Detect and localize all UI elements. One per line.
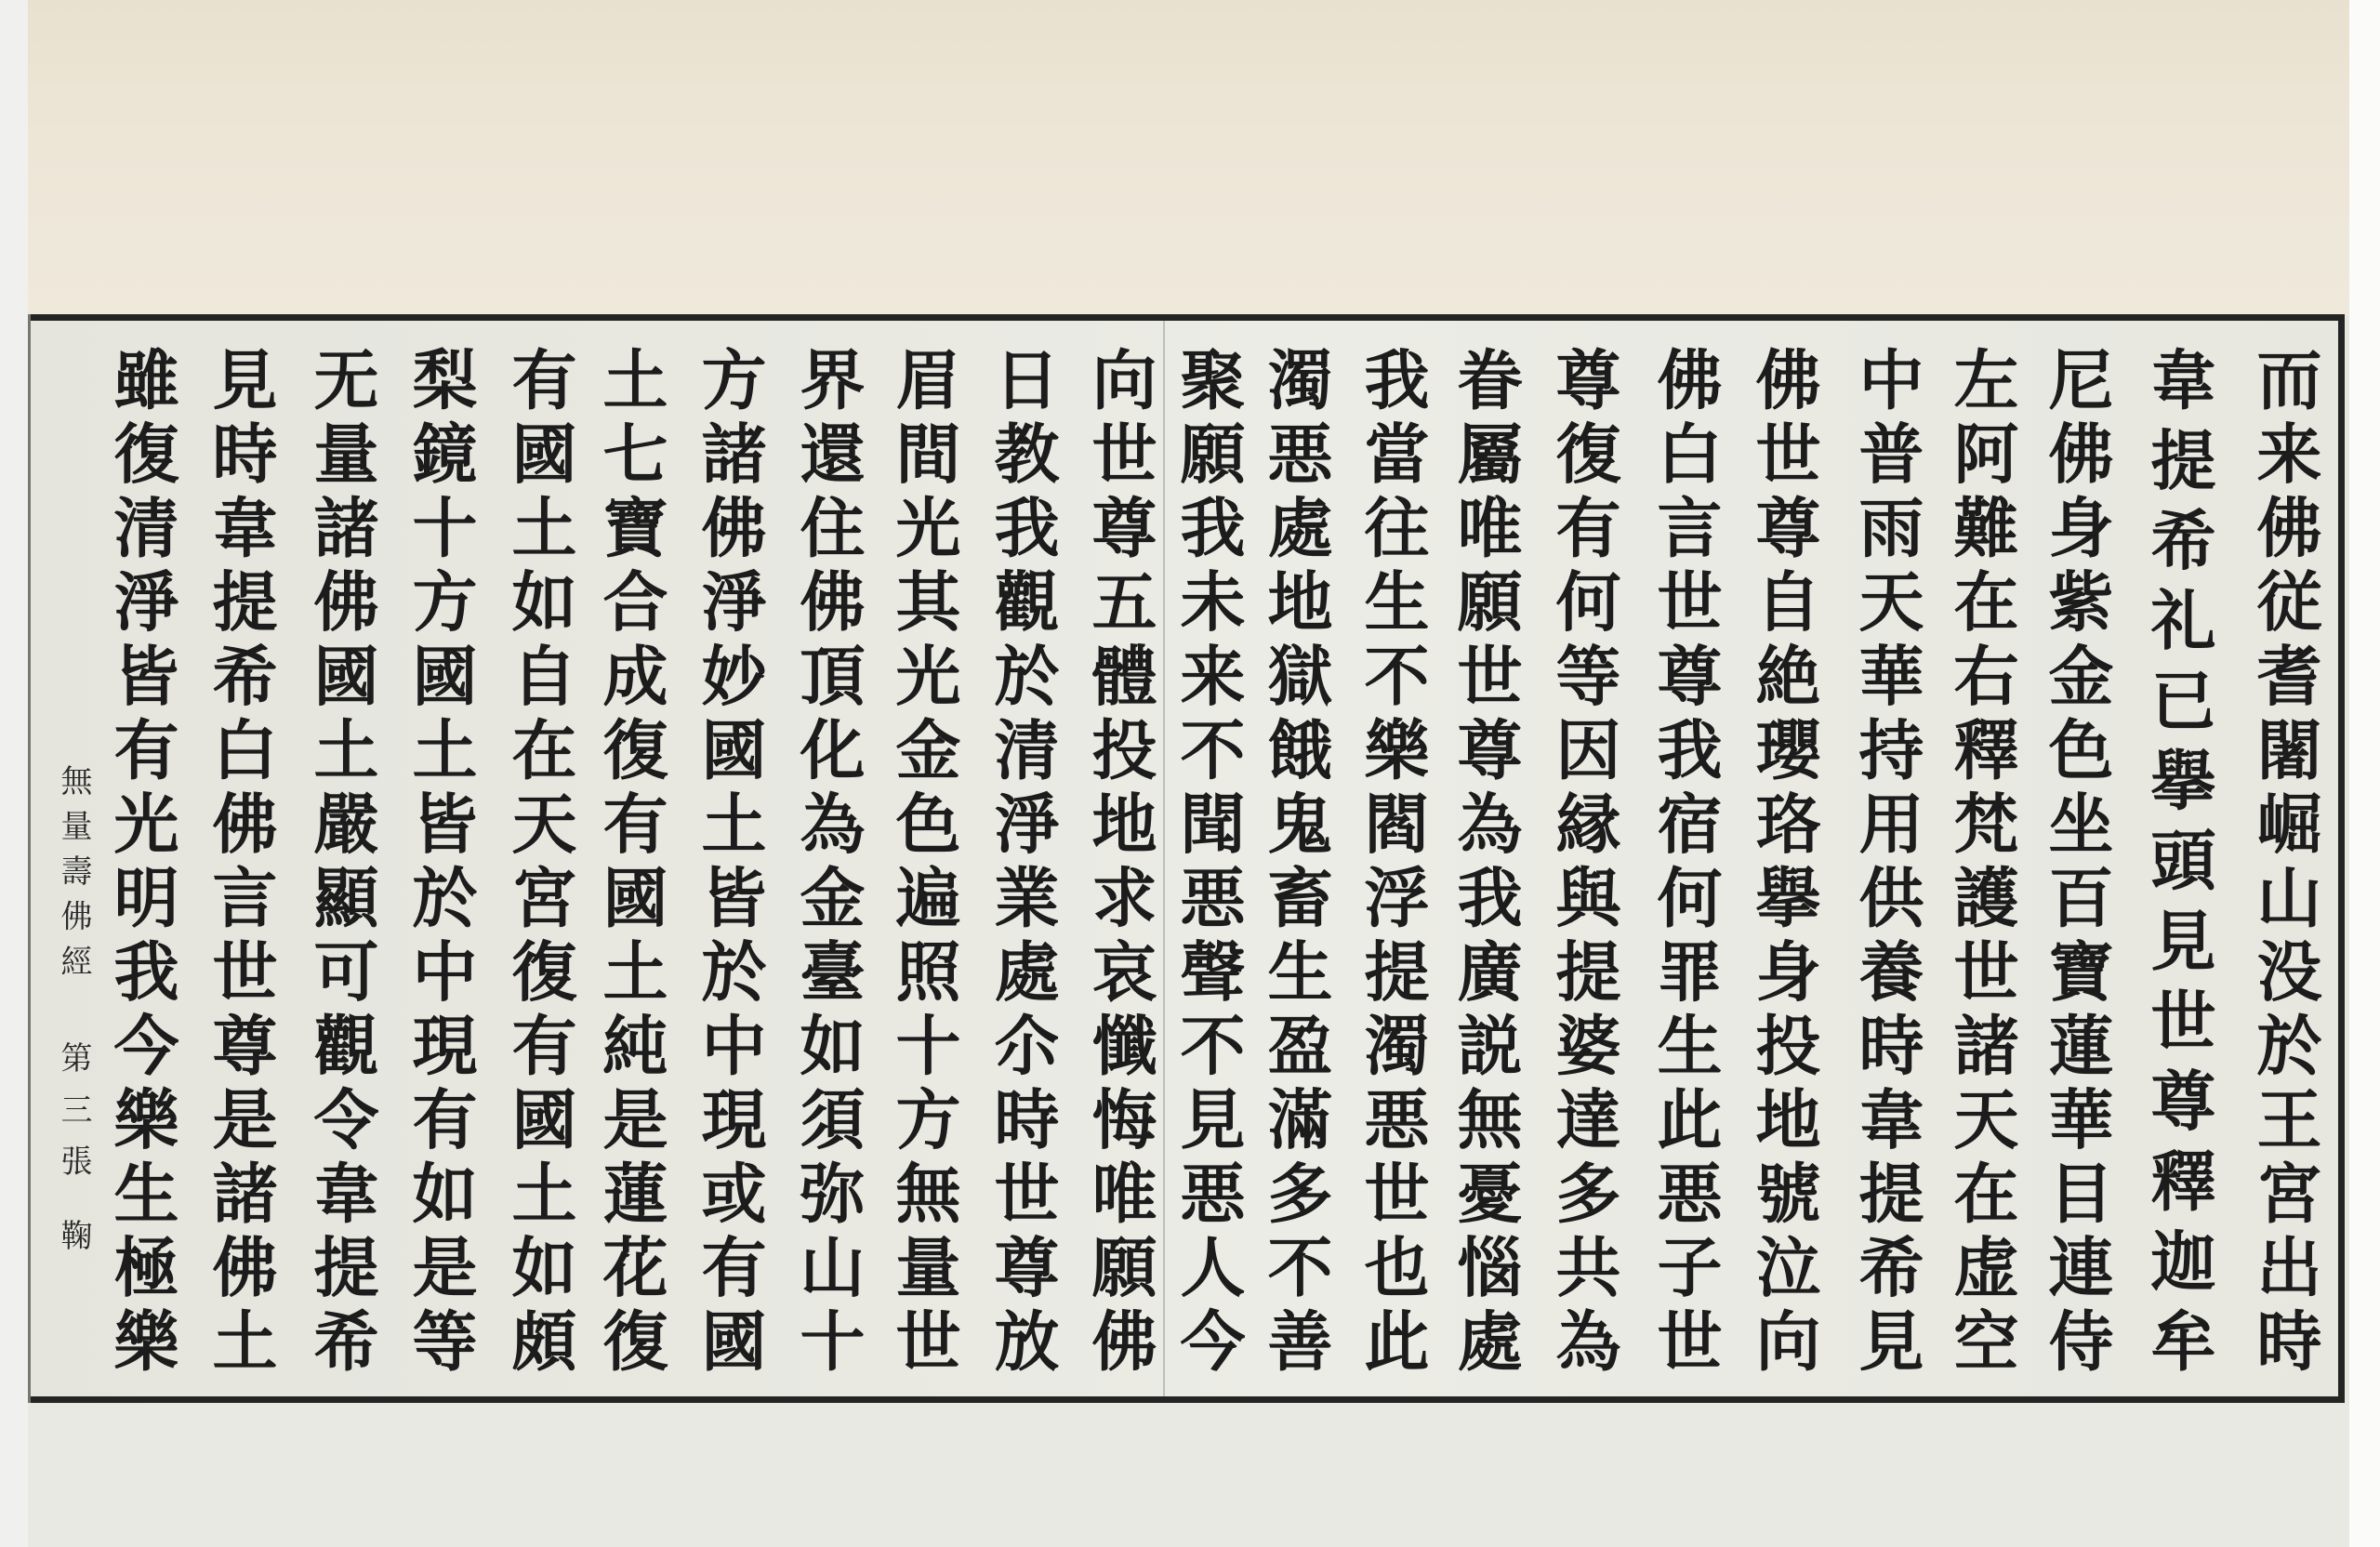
text-column-12: 聚願我未来不聞悪聲不見悪人今 [1170, 346, 1247, 1372]
margin-sheet-number: 第三張 [55, 1041, 92, 1176]
text-column-15: 眉間光其光金色遍照十方無量世 [885, 346, 962, 1372]
paper-bottom-margin [28, 1404, 2349, 1547]
text-column-3: 尼佛身紫金色坐百寶蓮華目連侍 [2038, 346, 2115, 1372]
text-column-19: 有國土如自在天宮復有國土如頗 [501, 346, 578, 1372]
border-rule-bottom [28, 1396, 2345, 1403]
text-column-23: 雖復清淨皆有光明我今樂生極樂 [103, 346, 180, 1372]
text-column-1: 而来佛従耆闍崛山没於王宮出時 [2246, 346, 2323, 1372]
text-column-13: 向世尊五體投地求哀懺悔唯願佛 [1081, 346, 1158, 1372]
text-column-20: 梨鏡十方國土皆於中現有如是等 [402, 346, 479, 1372]
text-column-16: 界還住佛頂化為金臺如須弥山十 [789, 346, 866, 1372]
paper-top-margin [28, 0, 2349, 316]
border-rule-left [28, 314, 31, 1403]
text-column-17: 方諸佛淨妙國土皆於中現或有國 [691, 346, 768, 1372]
text-column-6: 佛世尊自絶瓔珞擧身投地號泣向 [1745, 346, 1822, 1372]
text-column-9: 眷屬唯願世尊為我廣説無憂惱處 [1447, 346, 1524, 1372]
border-rule-right [2338, 314, 2345, 1403]
text-column-7: 佛白言世尊我宿何罪生此悪子世 [1646, 346, 1724, 1372]
margin-sutra-title: 無量壽佛經 [55, 764, 92, 976]
scan-background-left [0, 0, 28, 1547]
text-column-14: 日教我觀於清淨業處尒時世尊放 [984, 346, 1061, 1372]
text-column-10: 我當往生不樂閻浮提濁悪世也此 [1354, 346, 1431, 1372]
text-column-8: 尊復有何等因縁與提婆達多共為 [1545, 346, 1622, 1372]
text-column-21: 无量諸佛國土嚴顯可觀令韋提希 [303, 346, 380, 1372]
text-column-18: 土七寶合成復有國土純是蓮花復 [592, 346, 669, 1372]
scan-background-right [2349, 0, 2380, 1547]
margin-block-mark: 鞠 [55, 1219, 92, 1250]
text-column-4: 左阿難在右釋梵護世諸天在虚空 [1943, 346, 2020, 1372]
border-rule-top [28, 314, 2345, 321]
text-column-11: 濁悪處地獄餓鬼畜生盈滿多不善 [1257, 346, 1334, 1372]
text-column-5: 中普雨天華持用供養時韋提希見 [1848, 346, 1925, 1372]
text-column-2: 韋提希礼已擧頭見世尊釋迦牟 [2140, 346, 2217, 1372]
text-column-22: 見時韋提希白佛言世尊是諸佛土 [202, 346, 279, 1372]
